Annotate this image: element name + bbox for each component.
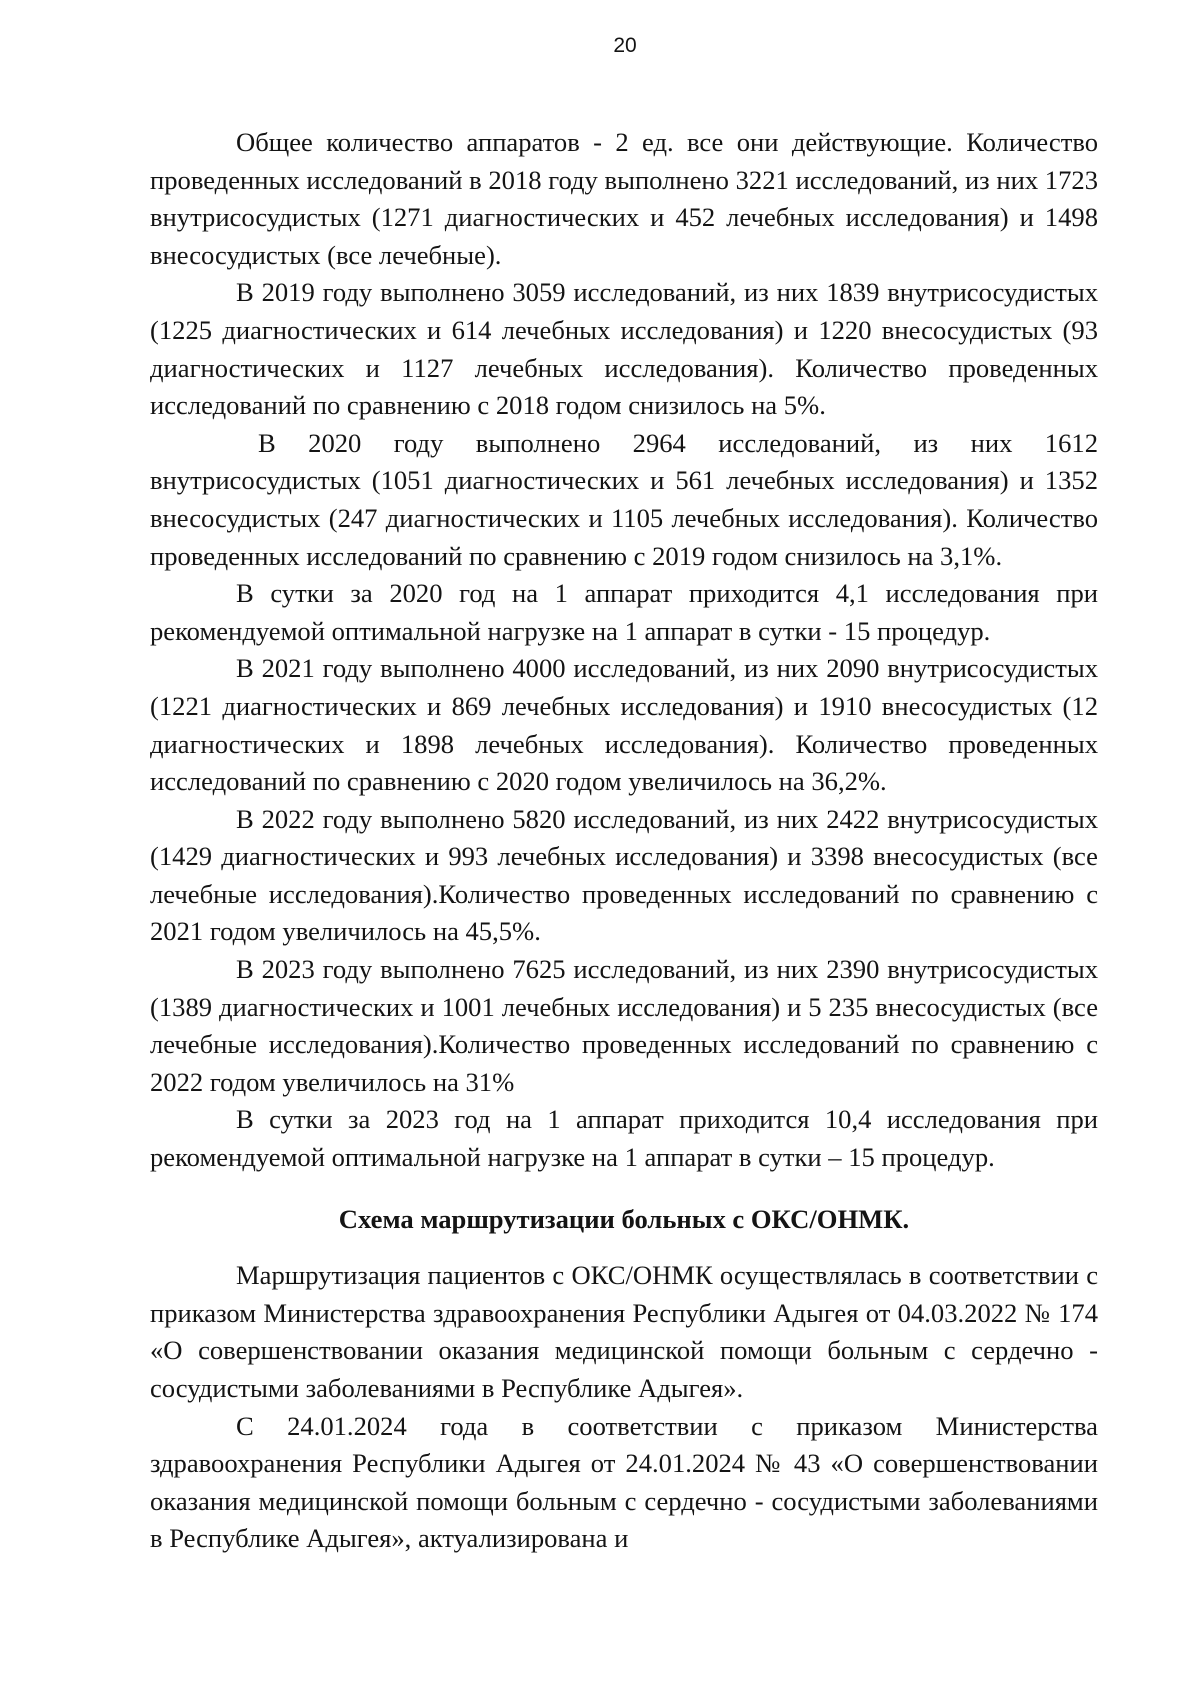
document-body xyxy=(150,124,1098,1558)
paragraph-routing-order-2022: Маршрутизация пациентов с ОКС/ОНМК осуществлялась в соответствии с приказом Министерства здравоохранения Республики Адыгея от 04.03.2022 № 174 «О совершенствовании оказания медицинской помощи больным с сердечно - сосудистыми заболеваниями в Республике Адыгея». xyxy=(150,1260,1098,1403)
paragraph-routing-order-2024: С 24.01.2024 года в соответствии с приказом Министерства здравоохранения Республики Адыгея от 24.01.2024 № 43 «О совершенствовании оказания медицинской помощи больным с сердечно - сосудистыми заболеваниями в Республике Адыгея», актуализирована и xyxy=(150,1410,1098,1554)
paragraph-equipment-2018: Общее количество аппаратов - 2 ед. все они действующие. Количество проведенных исследований в 2018 году выполнено 3221 исследований, из них 1723 внутрисосудистых (1271 диагностических и 452 лечебных исследования) и 1498 внесосудистых (все лечебные). xyxy=(150,127,1098,270)
paragraph-2023: В 2023 году выполнено 7625 исследований, из них 2390 внутрисосудистых (1389 диагностических и 1001 лечебных исследования) и 5 235 внесосудистых (все лечебные исследования).Количество проведенных исследований по сравнению с 2022 годом увеличилось на 31% xyxy=(150,954,1098,1097)
paragraph-2019: В 2019 году выполнено 3059 исследований, из них 1839 внутрисосудистых (1225 диагностических и 614 лечебных исследования) и 1220 внесосудистых (93 диагностических и 1127 лечебных исследования). Количество проведенных исследований по сравнению с 2018 годом снизилось на 5%. xyxy=(150,277,1098,421)
paragraph-2020: В 2020 году выполнено 2964 исследований, из них 1612 внутрисосудистых (1051 диагностических и 561 лечебных исследования) и 1352 внесосудистых (247 диагностических и 1105 лечебных исследования). Количество проведенных исследований по сравнению с 2019 годом снизилось на 3,1%. xyxy=(150,427,1098,571)
paragraph-2022: В 2022 году выполнено 5820 исследований, из них 2422 внутрисосудистых (1429 диагностических и 993 лечебных исследования) и 3398 внесосудистых (все лечебные исследования).Количество проведенных исследований по сравнению с 2021 годом увеличилось на 45,5%. xyxy=(150,803,1098,947)
paragraph-2023-daily-load: В сутки за 2023 год на 1 аппарат приходится 10,4 исследования при рекомендуемой оптимальной нагрузке на 1 аппарат в сутки – 15 процедур. xyxy=(150,1104,1098,1173)
paragraph-2020-daily-load: В сутки за 2020 год на 1 аппарат приходится 4,1 исследования при рекомендуемой оптимальной нагрузке на 1 аппарат в сутки - 15 процедур. xyxy=(150,578,1098,646)
page-number: 20 xyxy=(613,34,637,57)
section-heading: Схема маршрутизации больных с ОКС/ОНМК. xyxy=(338,1203,910,1234)
paragraph-2021: В 2021 году выполнено 4000 исследований, из них 2090 внутрисосудистых (1221 диагностических и 869 лечебных исследования) и 1910 внесосудистых (12 диагностических и 1898 лечебных исследования). Количество проведенных исследований по сравнению с 2020 годом увеличилось на 36,2%. xyxy=(150,653,1098,797)
